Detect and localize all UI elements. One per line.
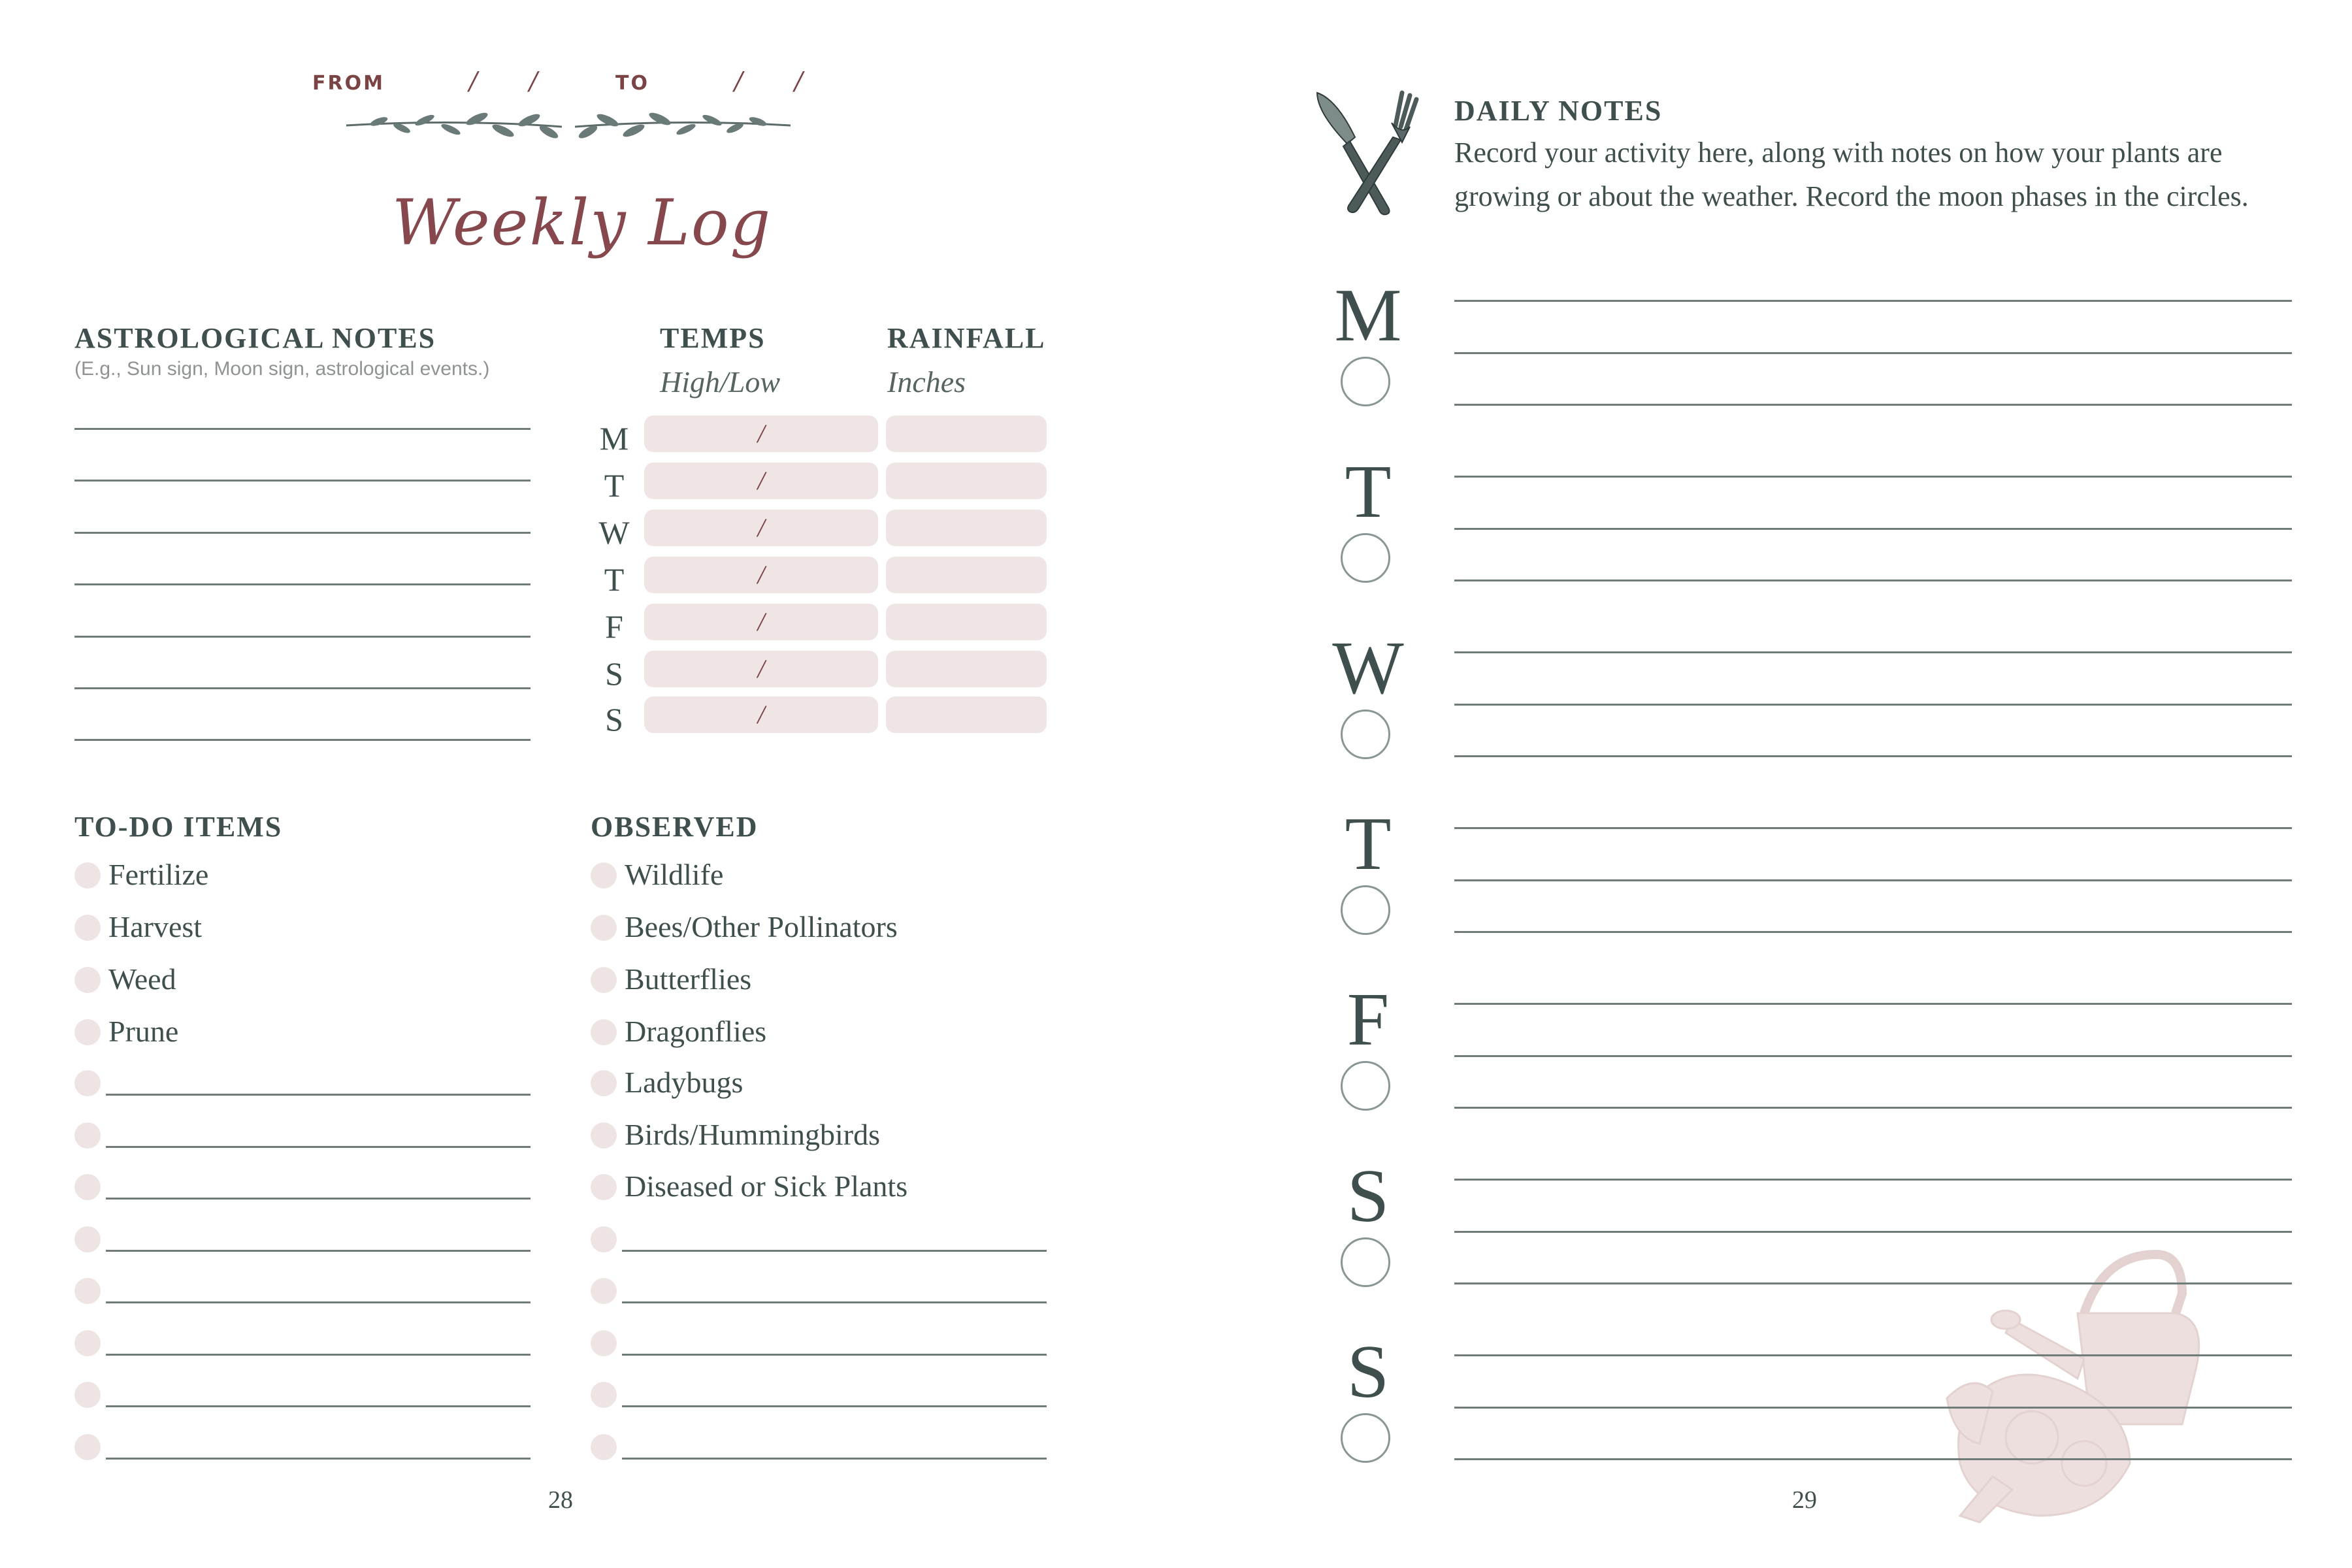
page-number-left: 28 <box>548 1486 573 1514</box>
moon-phase-circle[interactable] <box>1341 885 1390 935</box>
observed-blank-line[interactable] <box>622 1405 1047 1407</box>
observed-item-label: Butterflies <box>625 962 752 996</box>
daily-note-line[interactable] <box>1454 1231 2292 1233</box>
observed-checkbox[interactable] <box>591 1174 617 1200</box>
observed-blank-line[interactable] <box>622 1301 1047 1303</box>
daily-note-line[interactable] <box>1454 476 2292 478</box>
temp-row-day-w: W <box>598 514 630 551</box>
daily-note-line[interactable] <box>1454 1282 2292 1284</box>
day-label-t: T <box>1345 450 1392 534</box>
watering-can-vegetables-illustration <box>1934 1228 2208 1529</box>
daily-note-line[interactable] <box>1454 404 2292 406</box>
rainfall-subheading: Inches <box>887 365 966 399</box>
observed-blank-line[interactable] <box>622 1354 1047 1356</box>
daily-note-line[interactable] <box>1454 704 2292 706</box>
todo-item-label: Fertilize <box>108 858 209 891</box>
day-label-su: S <box>1347 1330 1390 1414</box>
temp-cell-slash: / <box>757 607 765 636</box>
observed-blank-line[interactable] <box>622 1458 1047 1460</box>
todo-checkbox[interactable] <box>74 1434 101 1460</box>
daily-notes-heading: DAILY NOTES <box>1454 95 1663 127</box>
day-label-f: F <box>1347 978 1390 1062</box>
daily-note-line[interactable] <box>1454 1354 2292 1356</box>
rain-cell-f[interactable] <box>886 604 1047 640</box>
to-label: TO <box>615 72 649 95</box>
laurel-branch-icon <box>340 105 797 150</box>
todo-blank-line[interactable] <box>106 1301 531 1303</box>
todo-blank-line[interactable] <box>106 1250 531 1252</box>
astro-line[interactable] <box>74 532 531 534</box>
todo-blank-line[interactable] <box>106 1354 531 1356</box>
rainfall-heading: RAINFALL <box>887 322 1046 354</box>
observed-checkbox[interactable] <box>591 1330 617 1356</box>
rain-cell-s[interactable] <box>886 651 1047 687</box>
daily-note-line[interactable] <box>1454 1055 2292 1057</box>
right-page <box>1176 0 2352 1568</box>
todo-blank-line[interactable] <box>106 1458 531 1460</box>
daily-note-line[interactable] <box>1454 300 2292 302</box>
observed-checkbox[interactable] <box>591 1434 617 1460</box>
temp-row-day-m: M <box>599 420 629 457</box>
day-label-w: W <box>1332 627 1404 710</box>
observed-checkbox[interactable] <box>591 1226 617 1252</box>
temp-cell-slash: / <box>757 513 765 542</box>
todo-checkbox[interactable] <box>74 1122 101 1149</box>
todo-checkbox[interactable] <box>74 1226 101 1252</box>
astro-line[interactable] <box>74 583 531 585</box>
daily-note-line[interactable] <box>1454 827 2292 829</box>
daily-note-line[interactable] <box>1454 352 2292 354</box>
to-slash-1: / <box>734 67 743 95</box>
observed-item-label: Dragonflies <box>625 1015 767 1048</box>
observed-checkbox[interactable] <box>591 862 617 889</box>
astrological-notes-subheading: (E.g., Sun sign, Moon sign, astrological events.) <box>74 358 490 380</box>
astro-line[interactable] <box>74 480 531 482</box>
todo-item-label: Prune <box>108 1015 179 1048</box>
rain-cell-su[interactable] <box>886 696 1047 733</box>
daily-note-line[interactable] <box>1454 580 2292 581</box>
observed-heading: OBSERVED <box>591 811 759 843</box>
todo-blank-line[interactable] <box>106 1198 531 1200</box>
daily-note-line[interactable] <box>1454 1458 2292 1460</box>
moon-phase-circle[interactable] <box>1341 1061 1390 1111</box>
daily-note-line[interactable] <box>1454 651 2292 653</box>
observed-checkbox[interactable] <box>591 1122 617 1149</box>
observed-checkbox[interactable] <box>591 967 617 993</box>
temp-cell-slash: / <box>757 466 765 495</box>
daily-note-line[interactable] <box>1454 528 2292 530</box>
to-slash-2: / <box>794 67 803 95</box>
todo-blank-line[interactable] <box>106 1146 531 1148</box>
todo-checkbox[interactable] <box>74 1019 101 1045</box>
todo-checkbox[interactable] <box>74 1382 101 1408</box>
rain-cell-t[interactable] <box>886 463 1047 499</box>
observed-checkbox[interactable] <box>591 1278 617 1304</box>
daily-notes-description: Record your activity here, along with notes on how your plants are growing or about the weather. Record the moon phases in the circles. <box>1454 137 2249 212</box>
daily-note-line[interactable] <box>1454 931 2292 933</box>
rain-cell-th[interactable] <box>886 557 1047 593</box>
astro-line[interactable] <box>74 636 531 638</box>
astro-line[interactable] <box>74 739 531 741</box>
day-label-m: M <box>1334 274 1402 357</box>
from-slash-1: / <box>469 67 478 95</box>
temp-row-day-f: F <box>605 608 623 645</box>
todo-checkbox[interactable] <box>74 915 101 941</box>
temp-row-day-t: T <box>604 467 625 504</box>
temp-row-day-th: T <box>604 561 625 598</box>
todo-item-label: Weed <box>108 962 176 996</box>
daily-note-line[interactable] <box>1454 755 2292 757</box>
todo-checkbox[interactable] <box>74 1330 101 1356</box>
observed-checkbox[interactable] <box>591 1382 617 1408</box>
moon-phase-circle[interactable] <box>1341 1237 1390 1287</box>
page-title: Weekly Log <box>392 186 772 259</box>
astro-line[interactable] <box>74 428 531 430</box>
from-label: FROM <box>312 72 385 95</box>
todo-checkbox[interactable] <box>74 967 101 993</box>
todo-checkbox[interactable] <box>74 1278 101 1304</box>
todo-checkbox[interactable] <box>74 1174 101 1200</box>
observed-checkbox[interactable] <box>591 1019 617 1045</box>
daily-note-line[interactable] <box>1454 1003 2292 1005</box>
temp-cell-slash: / <box>757 419 765 448</box>
moon-phase-circle[interactable] <box>1341 533 1390 583</box>
day-label-s: S <box>1347 1154 1390 1238</box>
todo-checkbox[interactable] <box>74 1070 101 1096</box>
day-label-th: T <box>1345 802 1392 886</box>
daily-note-line[interactable] <box>1454 879 2292 881</box>
temp-cell-slash: / <box>757 560 765 589</box>
garden-trowel-fork-icon <box>1304 86 1422 217</box>
observed-item-label: Birds/Hummingbirds <box>625 1118 881 1151</box>
observed-item-label: Wildlife <box>625 858 724 891</box>
todo-blank-line[interactable] <box>106 1405 531 1407</box>
todo-blank-line[interactable] <box>106 1094 531 1096</box>
temps-subheading: High/Low <box>660 365 781 399</box>
rain-cell-m[interactable] <box>886 416 1047 452</box>
temp-cell-slash: / <box>757 654 765 683</box>
moon-phase-circle[interactable] <box>1341 710 1390 759</box>
observed-checkbox[interactable] <box>591 1070 617 1096</box>
observed-blank-line[interactable] <box>622 1250 1047 1252</box>
daily-note-line[interactable] <box>1454 1179 2292 1181</box>
astro-line[interactable] <box>74 687 531 689</box>
temp-row-day-su: S <box>605 701 623 738</box>
observed-item-label: Bees/Other Pollinators <box>625 910 898 943</box>
moon-phase-circle[interactable] <box>1341 357 1390 406</box>
todo-heading: TO-DO ITEMS <box>74 811 283 843</box>
daily-note-line[interactable] <box>1454 1407 2292 1409</box>
todo-item-label: Harvest <box>108 910 203 943</box>
temp-row-day-s: S <box>605 655 623 692</box>
observed-item-label: Ladybugs <box>625 1066 743 1099</box>
todo-checkbox[interactable] <box>74 862 101 889</box>
observed-item-label: Diseased or Sick Plants <box>625 1169 908 1203</box>
observed-checkbox[interactable] <box>591 915 617 941</box>
page-number-right: 29 <box>1792 1486 1817 1514</box>
moon-phase-circle[interactable] <box>1341 1413 1390 1463</box>
astrological-notes-heading: ASTROLOGICAL NOTES <box>74 322 436 354</box>
rain-cell-w[interactable] <box>886 510 1047 546</box>
daily-note-line[interactable] <box>1454 1107 2292 1109</box>
temps-heading: TEMPS <box>660 322 766 354</box>
temp-cell-slash: / <box>757 700 765 729</box>
from-slash-2: / <box>529 67 538 95</box>
